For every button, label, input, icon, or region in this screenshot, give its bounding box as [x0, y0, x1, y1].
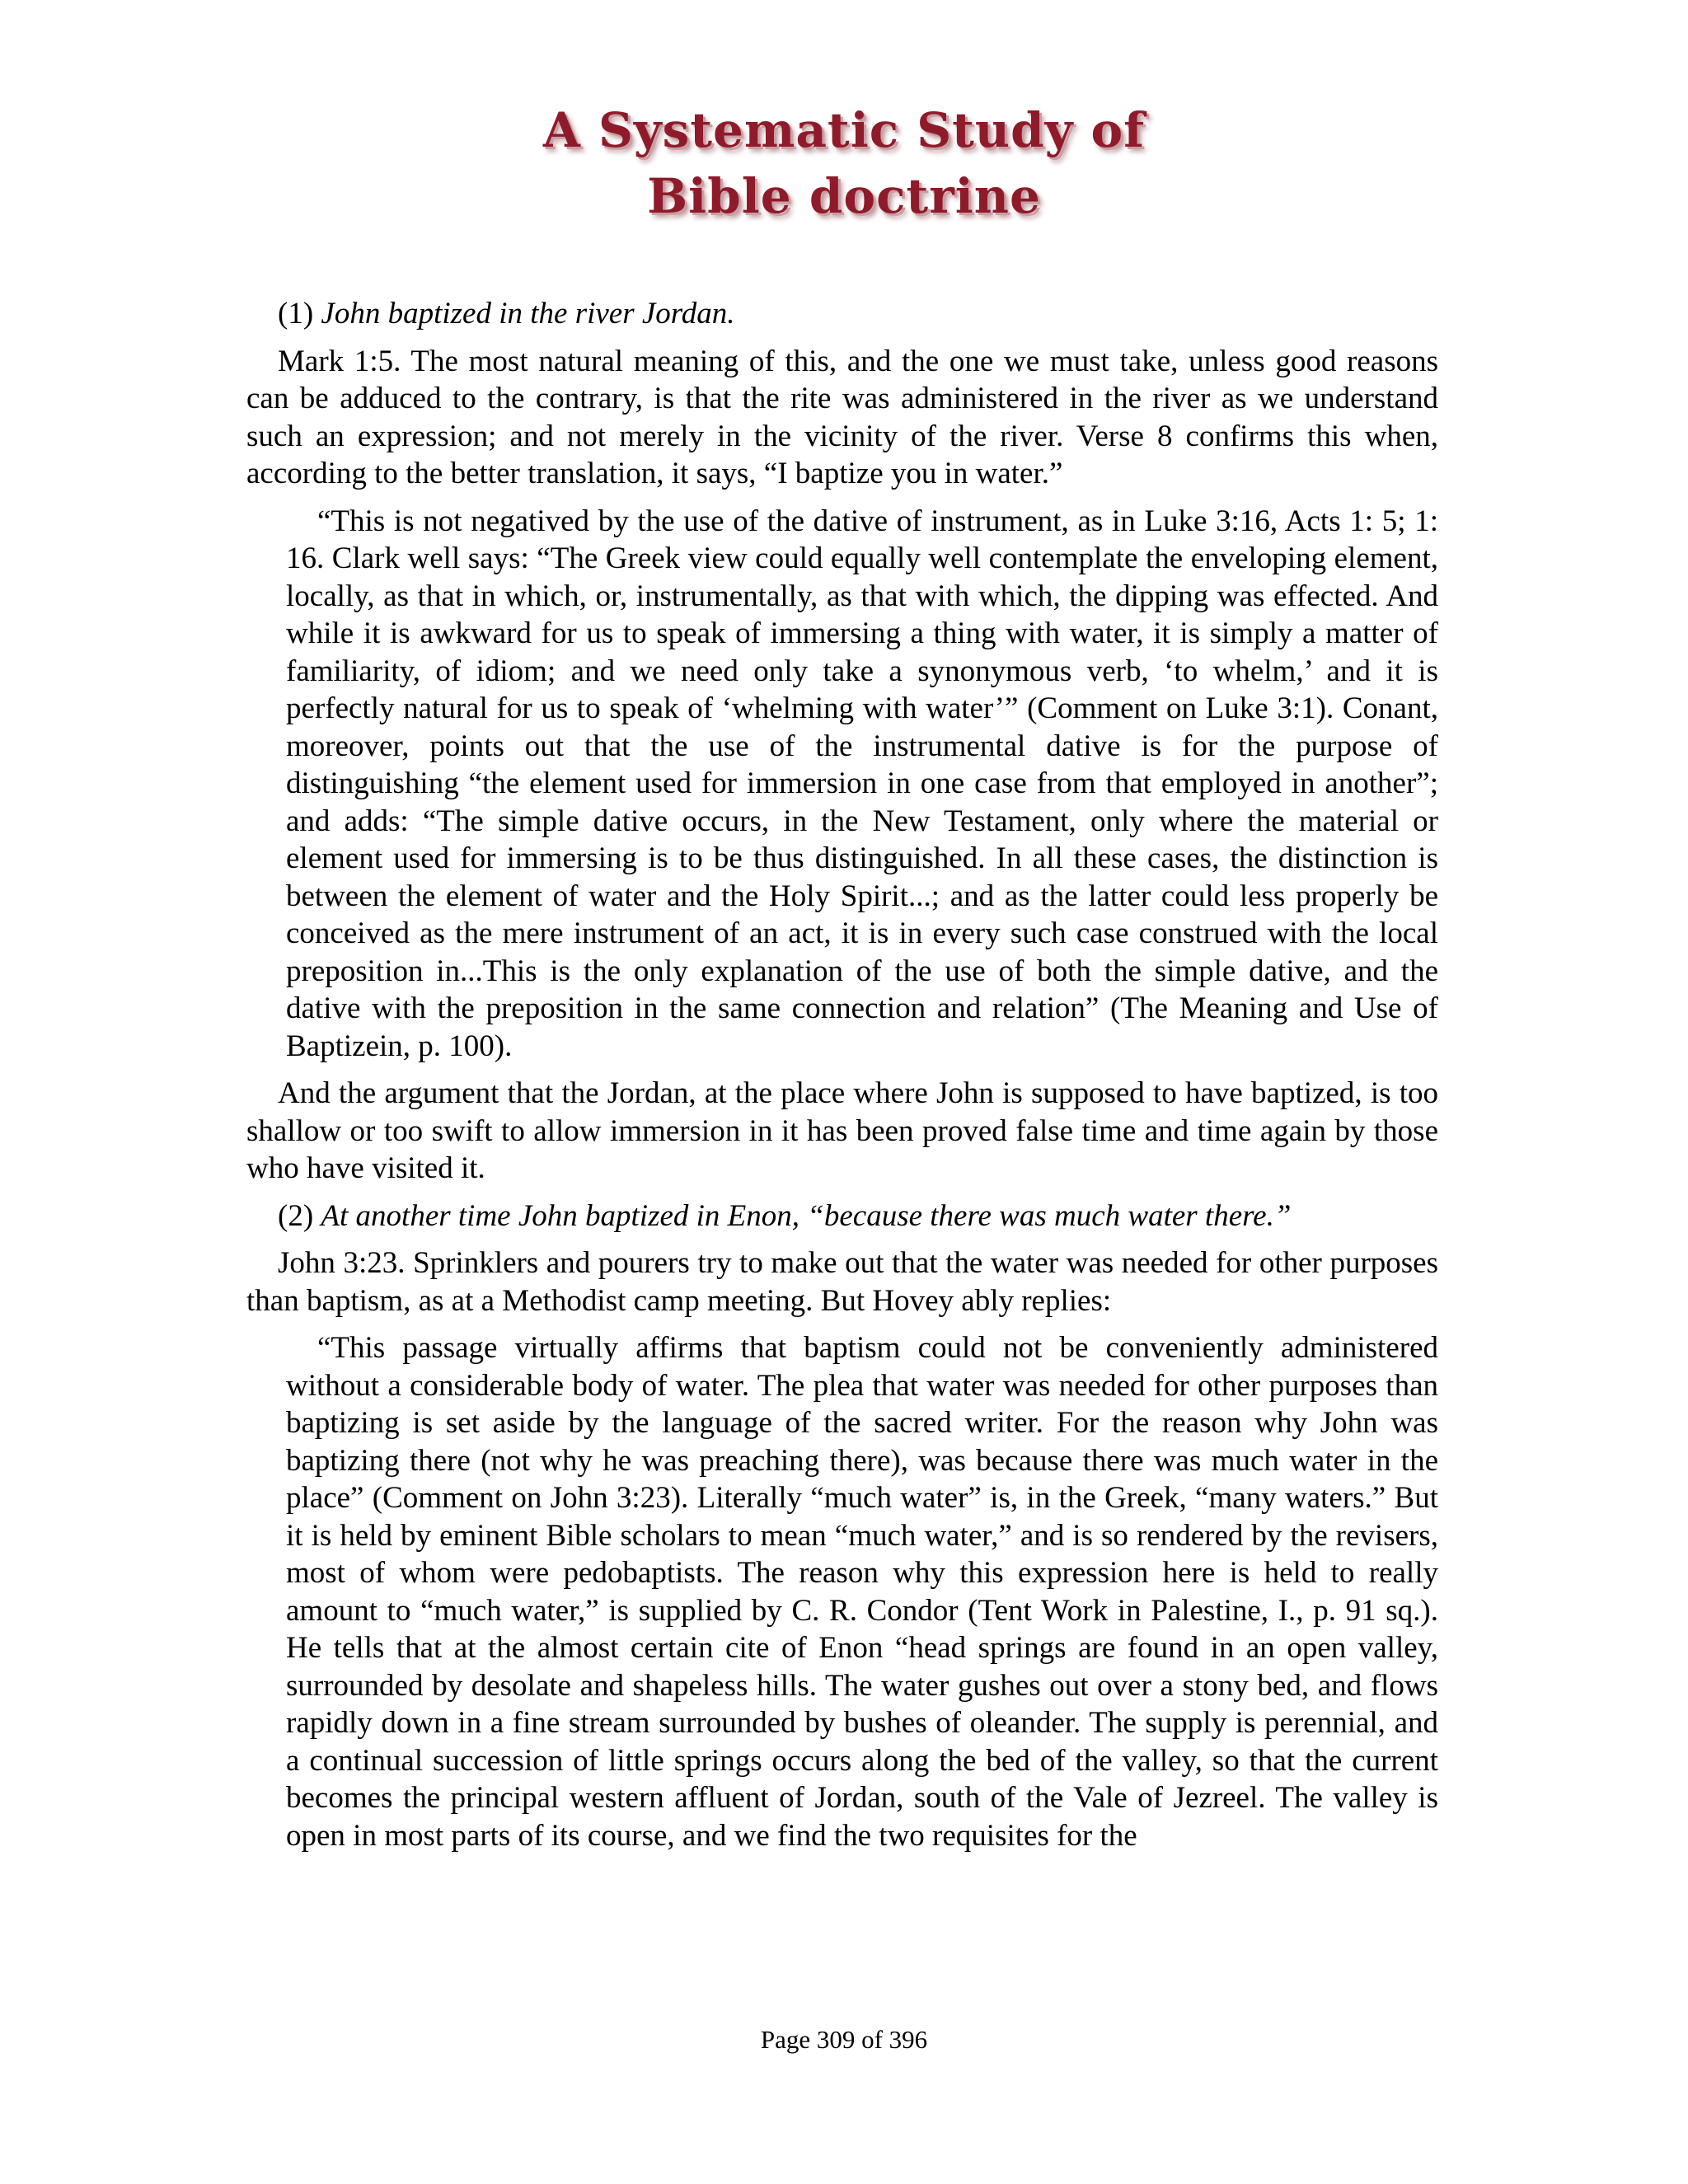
page-header — [0, 97, 1688, 229]
section-number-2: (2) — [278, 1198, 314, 1233]
block-quote-hovey: “This passage virtually affirms that baptism could not be conveniently administered without a considerable body of water. The plea that water was needed for other purposes than baptizing is set aside by the language of the sacred writer. For the reason why John was baptizing there (not why he was preaching there), was because there was much water in the place” (Comment on John 3:23). Literally “much water” is, in the Greek, “many waters.” But it is held by eminent Bible scholars to mean “much water,” and is so rendered by the revisers, most of whom were pedobaptists. The reason why this expression here is held to really amount to “much water,” is supplied by C. R. Condor (Tent Work in Palestine, I., p. 91 sq.). He tells that at the almost certain cite of Enon “head springs are found in an open valley, surrounded by desolate and shapeless hills. The water gushes out over a stony bed, and flows rapidly down in a fine stream surrounded by bushes of oleander. The supply is perennial, and a continual succession of little springs occurs along the bed of the valley, so that the current becomes the principal western affluent of Jordan, south of the Vale of Jezreel. The valley is open in most parts of its course, and we find the two requisites for the — [286, 1331, 1438, 1853]
page-number: Page 309 of 396 — [760, 2025, 928, 2054]
header-title-line-2: Bible doctrine — [647, 168, 1041, 224]
header-title-line-1: A Systematic Study of — [542, 102, 1146, 158]
paragraph-john-3-23: John 3:23. Sprinklers and pourers try to make out that the water was needed for other purposes than baptism, as at a Methodist camp meeting. But Hovey ably replies: — [246, 1246, 1438, 1318]
page-content — [246, 295, 1438, 1864]
paragraph-mark-1-5: Mark 1:5. The most natural meaning of this, and the one we must take, unless good reasons can be adduced to the contrary, is that the rite was administered in the river as we understand such an expression; and not merely in the vicinity of the river. Verse 8 confirms this when, according to the better translation, it says, “I baptize you in water.” — [246, 344, 1438, 490]
section-title-1: John baptized in the river Jordan. — [321, 297, 735, 330]
block-quote-dative: “This is not negatived by the use of the dative of instrument, as in Luke 3:16, Acts 1: 5; 1: 16. Clark well says: “The Greek view could equally well contemplate the enveloping element, locally, as that in which, or, instrumentally, as that with which, the dipping was effected. And while it is awkward for us to speak of immersing a thing with water, it is simply a matter of familiarity, of idiom; and we need only take a synonymous verb, ‘to whelm,’ and it is perfectly natural for us to speak of ‘whelming with water’” (Comment on Luke 3:1). Conant, moreover, points out that the use of the instrumental dative is for the purpose of distinguishing “the element used for immersion in one case from that employed in another”; and adds: “The simple dative occurs, in the New Testament, only where the material or element used for immersing is to be thus distinguished. In all these cases, the distinction is between the element of water and the Holy Spirit...; and as the latter could less properly be conceived as the mere instrument of an act, it is in every such case construed with the local preposition in...This is the only explanation of the use of both the simple dative, and the dative with the preposition in the same connection and relation” (The Meaning and Use of Baptizein, p. 100). — [286, 504, 1438, 1063]
section-heading-1 — [246, 295, 1438, 333]
paragraph-jordan-argument: And the argument that the Jordan, at the place where John is supposed to have baptized, is too shallow or too swift to allow immersion in it has been proved false time and time again by those who have visited it. — [246, 1076, 1438, 1185]
section-heading-2 — [246, 1197, 1438, 1235]
section-title-2: At another time John baptized in Enon, “because there was much water there.” — [321, 1198, 1292, 1233]
section-number-1: (1) — [278, 297, 314, 330]
